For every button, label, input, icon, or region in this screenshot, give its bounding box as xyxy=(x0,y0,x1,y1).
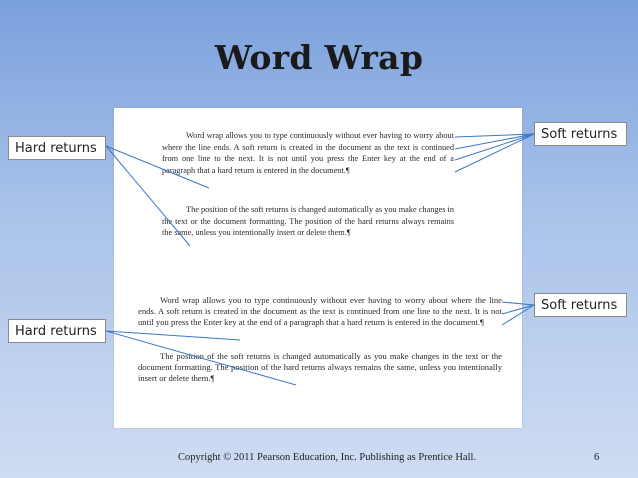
document-sample xyxy=(114,108,522,428)
soft-returns-callout-bottom: Soft returns xyxy=(534,293,627,317)
soft-returns-callout-top: Soft returns xyxy=(534,122,627,146)
slide-title: Word Wrap xyxy=(214,38,424,77)
hard-returns-callout-bottom: Hard returns xyxy=(8,319,106,343)
narrow-paragraph-1: Word wrap allows you to type continuously without ever having to worry about where the line ends. A soft return is created in the document as the text is continued from one line to the next. It is not until you press the Enter key at the end of a paragraph that a hard return is entered in the document.¶ xyxy=(162,131,454,175)
narrow-paragraph-2: The position of the soft returns is changed automatically as you make changes in the text or the document formatting. The position of the hard returns always remains the same, unless you intentionally insert or delete them.¶ xyxy=(162,205,454,238)
wide-paragraph-1: Word wrap allows you to type continuously without ever having to worry about where the line ends. A soft return is created in the document as the text is continued from one line to the next. It is not until you press the Enter key at the end of a paragraph that a hard return is entered in the document.¶ xyxy=(138,295,502,328)
page-number: 6 xyxy=(594,452,600,463)
hard-returns-callout-top: Hard returns xyxy=(8,136,106,160)
copyright-footer: Copyright © 2011 Pearson Education, Inc. Publishing as Prentice Hall. xyxy=(178,452,477,463)
wide-paragraph-2: The position of the soft returns is changed automatically as you make changes in the text or the document formatting. The position of the hard returns always remains the same, unless you intentionally insert or delete them.¶ xyxy=(138,351,502,384)
